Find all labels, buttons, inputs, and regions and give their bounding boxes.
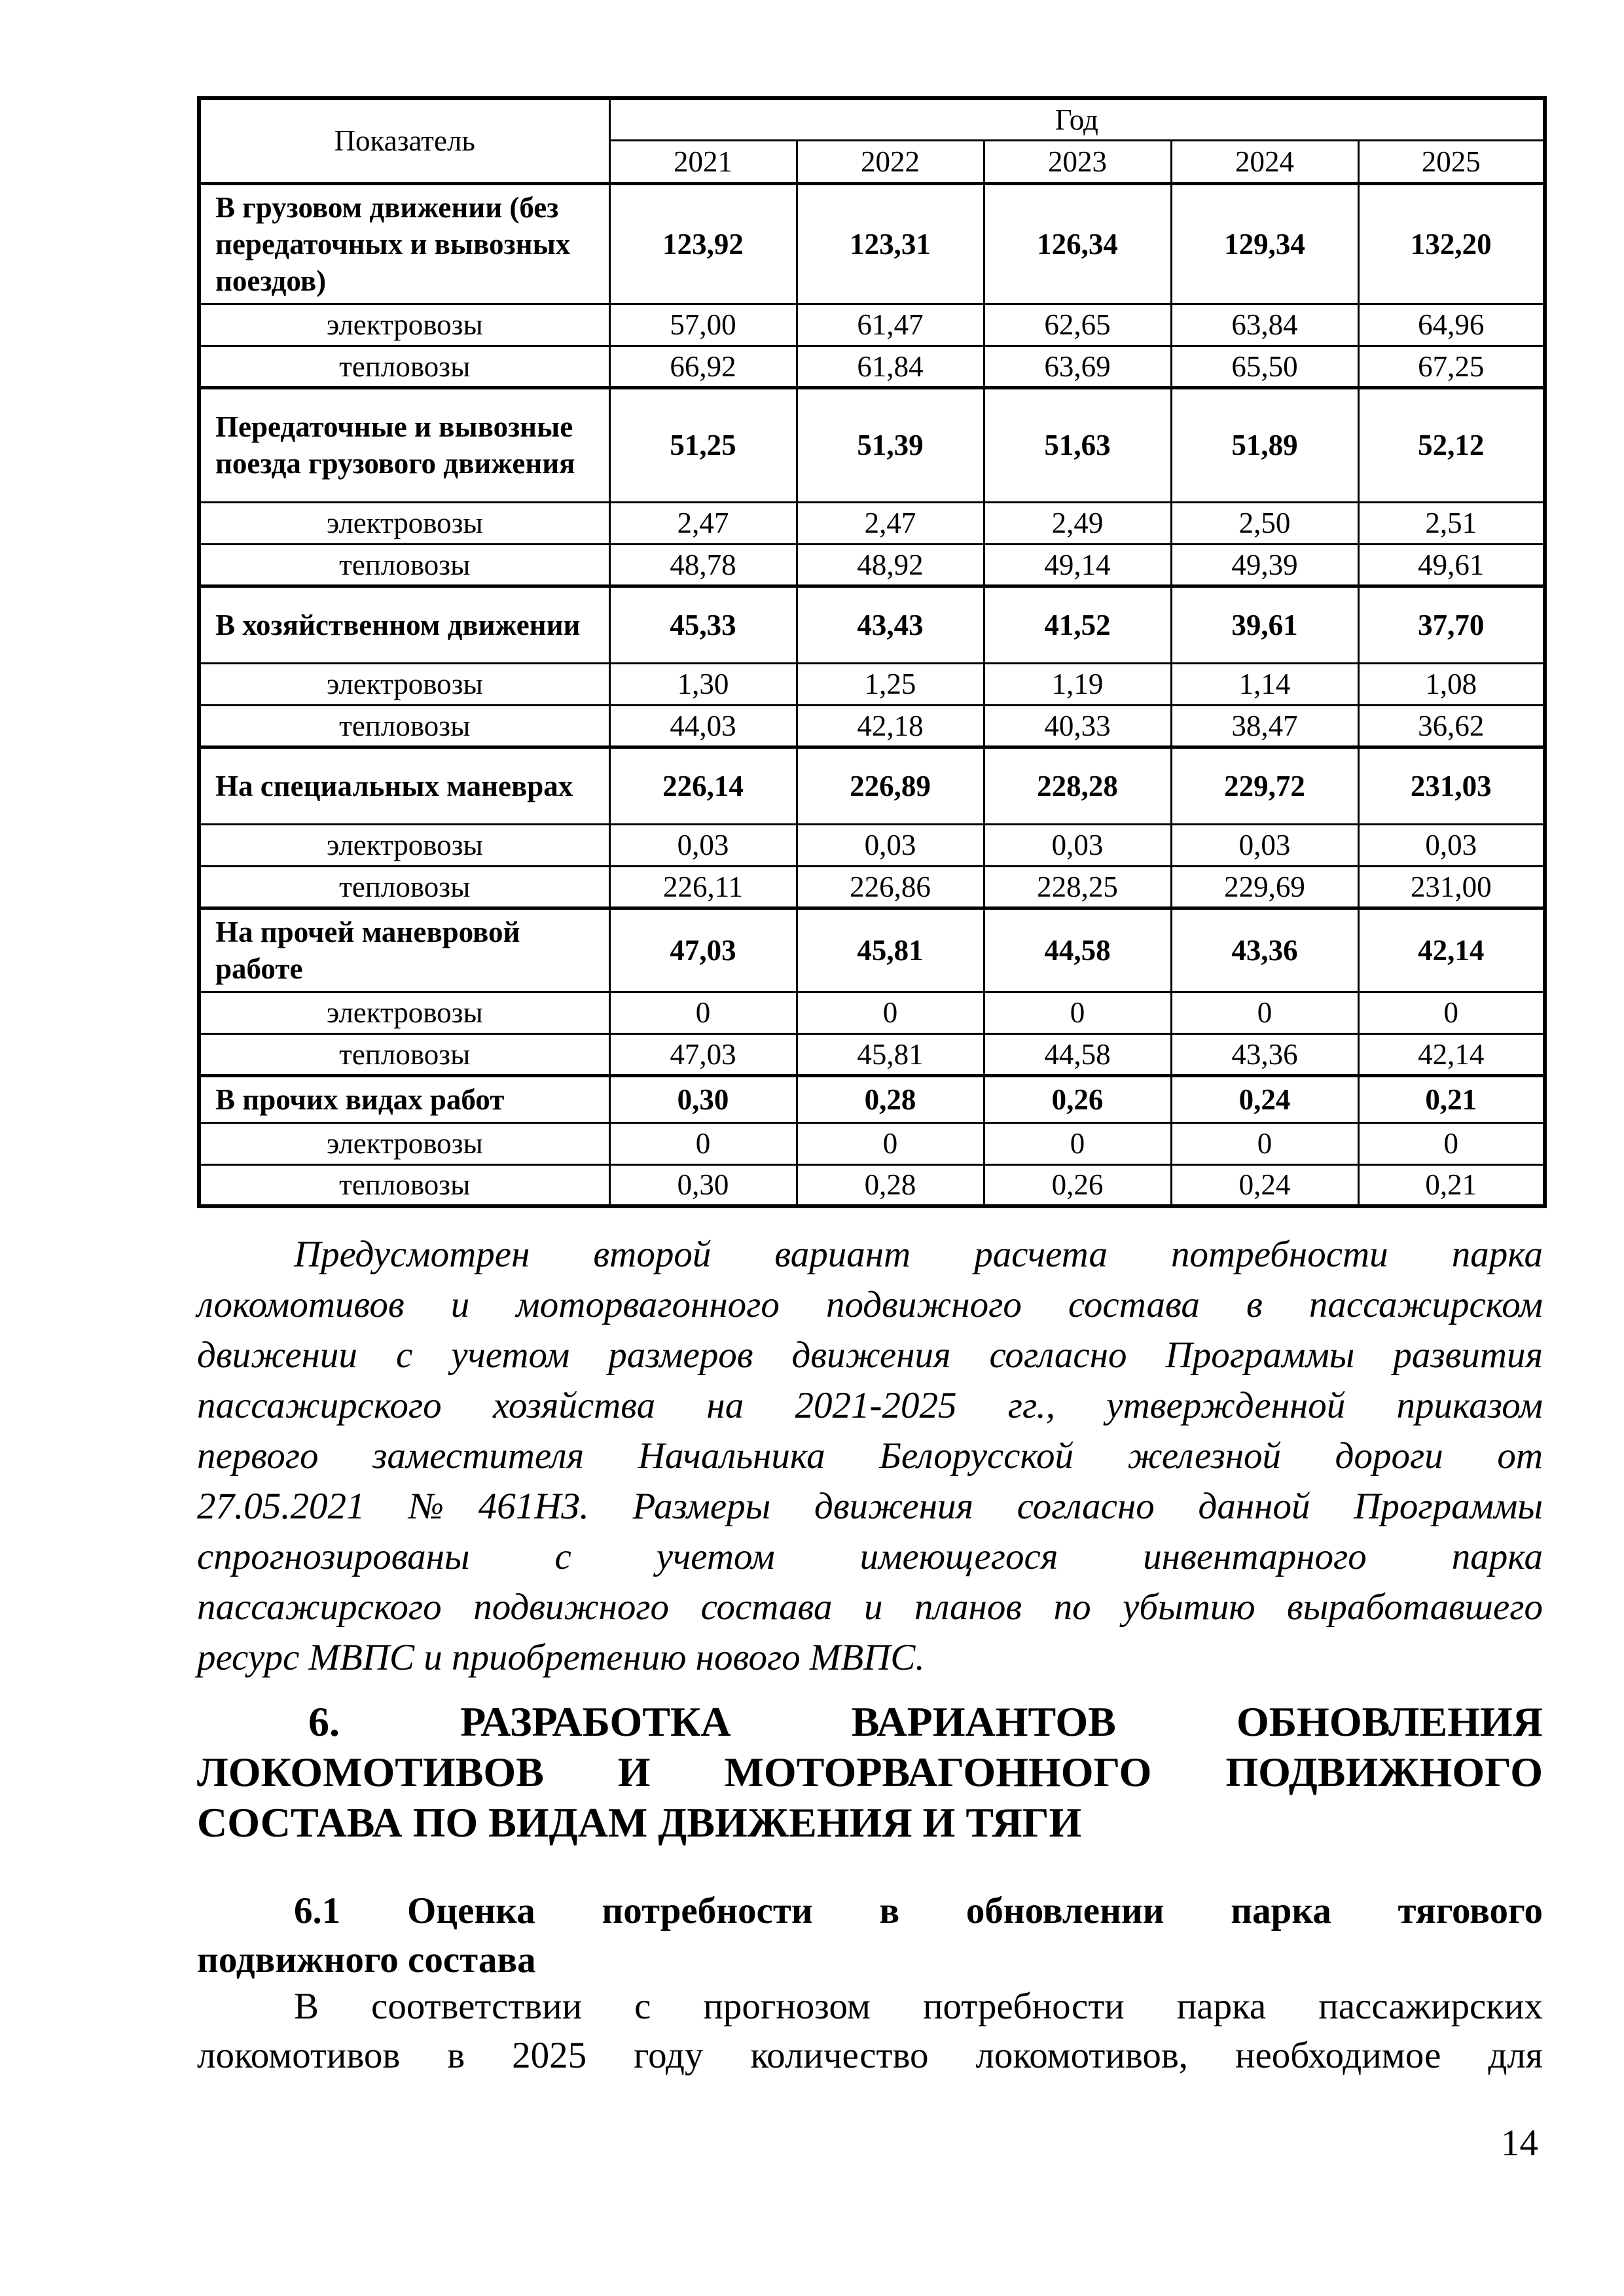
row-label: электровозы [199, 1122, 609, 1164]
value-cell: 51,39 [797, 387, 984, 502]
value-cell: 1,19 [984, 663, 1171, 705]
value-cell: 0,03 [1171, 824, 1358, 866]
sub-row [199, 663, 1545, 705]
value-cell: 229,69 [1171, 866, 1358, 908]
sub-row [199, 824, 1545, 866]
row-label: тепловозы [199, 346, 609, 387]
row-label: На прочей маневровой работе [199, 908, 609, 992]
text-line: 6. РАЗРАБОТКА ВАРИАНТОВ ОБНОВЛЕНИЯ [308, 1698, 1543, 1745]
sub-row [199, 304, 1545, 346]
table-body [199, 183, 1545, 1206]
header-year-group: Год [609, 98, 1545, 140]
value-cell: 0,21 [1358, 1075, 1545, 1122]
header-year-2021: 2021 [609, 140, 797, 183]
value-cell: 129,34 [1171, 183, 1358, 304]
value-cell: 0,28 [797, 1075, 984, 1122]
value-cell: 63,84 [1171, 304, 1358, 346]
value-cell: 2,49 [984, 502, 1171, 544]
value-cell: 61,47 [797, 304, 984, 346]
value-cell: 0,03 [797, 824, 984, 866]
value-cell: 40,33 [984, 705, 1171, 747]
row-label: электровозы [199, 663, 609, 705]
value-cell: 0,30 [609, 1075, 797, 1122]
text-line: 27.05.2021 №461НЗ. Размеры движения согласно данной Программы [197, 1486, 1543, 1527]
page-number: 14 [1501, 2123, 1538, 2164]
section-6-1-heading [197, 1886, 1543, 1984]
row-label: электровозы [199, 992, 609, 1033]
row-label: тепловозы [199, 1164, 609, 1206]
header-year-2024: 2024 [1171, 140, 1358, 183]
category-row [199, 908, 1545, 992]
value-cell: 0,24 [1171, 1164, 1358, 1206]
value-cell: 42,14 [1358, 908, 1545, 992]
value-cell: 61,84 [797, 346, 984, 387]
value-cell: 1,14 [1171, 663, 1358, 705]
text-line: пассажирского подвижного состава и планов по убытию выработавшего [197, 1587, 1543, 1628]
value-cell: 0,03 [984, 824, 1171, 866]
value-cell: 0 [984, 992, 1171, 1033]
row-label: На специальных маневрах [199, 747, 609, 824]
value-cell: 231,00 [1358, 866, 1545, 908]
sub-row [199, 866, 1545, 908]
header-indicator: Показатель [199, 98, 609, 183]
value-cell: 132,20 [1358, 183, 1545, 304]
category-row [199, 747, 1545, 824]
value-cell: 43,43 [797, 586, 984, 663]
value-cell: 37,70 [1358, 586, 1545, 663]
section-6-heading [197, 1696, 1543, 1848]
sub-row [199, 346, 1545, 387]
value-cell: 49,39 [1171, 544, 1358, 586]
row-label: электровозы [199, 502, 609, 544]
value-cell: 51,25 [609, 387, 797, 502]
value-cell: 48,78 [609, 544, 797, 586]
value-cell: 0,21 [1358, 1164, 1545, 1206]
value-cell: 63,69 [984, 346, 1171, 387]
value-cell: 231,03 [1358, 747, 1545, 824]
value-cell: 44,58 [984, 908, 1171, 992]
value-cell: 66,92 [609, 346, 797, 387]
text-line: В соответствии с прогнозом потребности парка пассажирских [294, 1986, 1543, 2027]
value-cell: 0,26 [984, 1164, 1171, 1206]
value-cell: 1,30 [609, 663, 797, 705]
value-cell: 49,61 [1358, 544, 1545, 586]
text-line: Предусмотрен второй вариант расчета потребности парка [294, 1234, 1543, 1275]
value-cell: 47,03 [609, 1033, 797, 1075]
value-cell: 0 [984, 1122, 1171, 1164]
value-cell: 0 [797, 992, 984, 1033]
sub-row [199, 1033, 1545, 1075]
value-cell: 0 [1358, 1122, 1545, 1164]
value-cell: 228,28 [984, 747, 1171, 824]
text-line: локомотивов и моторвагонного подвижного состава в пассажирском [197, 1284, 1543, 1325]
value-cell: 2,50 [1171, 502, 1358, 544]
text-line: ресурс МВПС и приобретению нового МВПС. [197, 1637, 925, 1678]
value-cell: 123,92 [609, 183, 797, 304]
value-cell: 0,28 [797, 1164, 984, 1206]
value-cell: 0,03 [1358, 824, 1545, 866]
value-cell: 2,47 [797, 502, 984, 544]
value-cell: 126,34 [984, 183, 1171, 304]
text-line: движении с учетом размеров движения согласно Программы развития [197, 1335, 1543, 1376]
sub-row [199, 1164, 1545, 1206]
value-cell: 49,14 [984, 544, 1171, 586]
row-label: тепловозы [199, 1033, 609, 1075]
value-cell: 38,47 [1171, 705, 1358, 747]
value-cell: 43,36 [1171, 908, 1358, 992]
header-year-2023: 2023 [984, 140, 1171, 183]
sub-row [199, 1122, 1545, 1164]
value-cell: 2,47 [609, 502, 797, 544]
header-year-2022: 2022 [797, 140, 984, 183]
row-label: электровозы [199, 304, 609, 346]
paragraph-second-variant [197, 1229, 1543, 1683]
value-cell: 0 [1171, 992, 1358, 1033]
value-cell: 39,61 [1171, 586, 1358, 663]
text-line: локомотивов в 2025 году количество локомотивов, необходимое для [197, 2035, 1543, 2076]
category-row [199, 586, 1545, 663]
sub-row [199, 992, 1545, 1033]
value-cell: 45,33 [609, 586, 797, 663]
value-cell: 65,50 [1171, 346, 1358, 387]
value-cell: 226,86 [797, 866, 984, 908]
text-line: подвижного состава [197, 1939, 536, 1981]
value-cell: 36,62 [1358, 705, 1545, 747]
value-cell: 226,11 [609, 866, 797, 908]
locomotive-indicators-table [197, 96, 1547, 1208]
body-paragraph [197, 1982, 1543, 2080]
text-line: СОСТАВА ПО ВИДАМ ДВИЖЕНИЯ И ТЯГИ [197, 1799, 1082, 1846]
value-cell: 226,14 [609, 747, 797, 824]
value-cell: 229,72 [1171, 747, 1358, 824]
value-cell: 0 [1358, 992, 1545, 1033]
value-cell: 1,08 [1358, 663, 1545, 705]
value-cell: 0 [609, 1122, 797, 1164]
category-row [199, 183, 1545, 304]
row-label: тепловозы [199, 705, 609, 747]
text-line: 6.1 Оценка потребности в обновлении парка тягового [294, 1890, 1543, 1931]
category-row [199, 1075, 1545, 1122]
text-line: первого заместителя Начальника Белорусской железной дороги от [197, 1435, 1543, 1477]
value-cell: 62,65 [984, 304, 1171, 346]
value-cell: 42,18 [797, 705, 984, 747]
table-header [199, 98, 1545, 183]
value-cell: 2,51 [1358, 502, 1545, 544]
text-line: пассажирского хозяйства на 2021-2025 гг., утвержденной приказом [197, 1385, 1543, 1426]
row-label: В хозяйственном движении [199, 586, 609, 663]
header-year-2025: 2025 [1358, 140, 1545, 183]
row-label: В прочих видах работ [199, 1075, 609, 1122]
value-cell: 44,58 [984, 1033, 1171, 1075]
text-line: спрогнозированы с учетом имеющегося инвентарного парка [197, 1536, 1543, 1577]
text-line: ЛОКОМОТИВОВ И МОТОРВАГОННОГО ПОДВИЖНОГО [197, 1749, 1543, 1795]
value-cell: 51,63 [984, 387, 1171, 502]
category-row [199, 387, 1545, 502]
row-label: тепловозы [199, 544, 609, 586]
row-label: электровозы [199, 824, 609, 866]
value-cell: 67,25 [1358, 346, 1545, 387]
value-cell: 57,00 [609, 304, 797, 346]
sub-row [199, 544, 1545, 586]
value-cell: 0,26 [984, 1075, 1171, 1122]
value-cell: 0,30 [609, 1164, 797, 1206]
value-cell: 48,92 [797, 544, 984, 586]
value-cell: 226,89 [797, 747, 984, 824]
value-cell: 228,25 [984, 866, 1171, 908]
value-cell: 0 [797, 1122, 984, 1164]
value-cell: 42,14 [1358, 1033, 1545, 1075]
value-cell: 0 [1171, 1122, 1358, 1164]
value-cell: 47,03 [609, 908, 797, 992]
value-cell: 51,89 [1171, 387, 1358, 502]
row-label: тепловозы [199, 866, 609, 908]
row-label: Передаточные и вывозные поезда грузового движения [199, 387, 609, 502]
sub-row [199, 502, 1545, 544]
row-label: В грузовом движении (без передаточных и вывозных поездов) [199, 183, 609, 304]
sub-row [199, 705, 1545, 747]
value-cell: 64,96 [1358, 304, 1545, 346]
value-cell: 41,52 [984, 586, 1171, 663]
value-cell: 0 [609, 992, 797, 1033]
value-cell: 44,03 [609, 705, 797, 747]
value-cell: 0,24 [1171, 1075, 1358, 1122]
value-cell: 52,12 [1358, 387, 1545, 502]
value-cell: 45,81 [797, 1033, 984, 1075]
value-cell: 1,25 [797, 663, 984, 705]
value-cell: 123,31 [797, 183, 984, 304]
value-cell: 43,36 [1171, 1033, 1358, 1075]
value-cell: 45,81 [797, 908, 984, 992]
value-cell: 0,03 [609, 824, 797, 866]
